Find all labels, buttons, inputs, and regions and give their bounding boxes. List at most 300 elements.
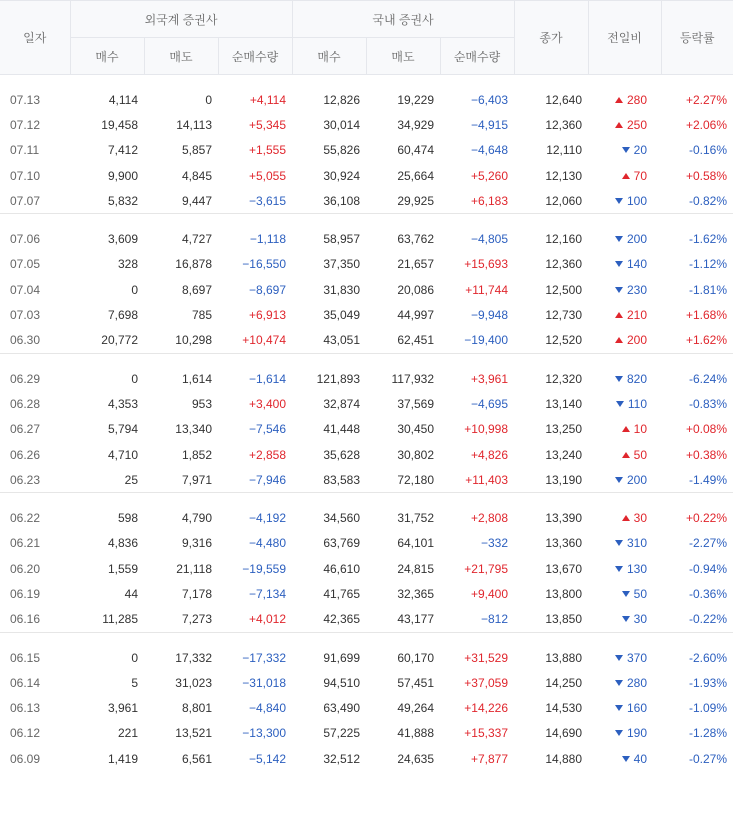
- cell-domestic-net: −4,695: [470, 396, 509, 411]
- cell-date: 06.12: [10, 726, 41, 741]
- cell-domestic-net: +9,400: [470, 586, 509, 601]
- triangle-down-icon: [615, 477, 623, 483]
- cell-domestic-sell: 117,932: [391, 371, 435, 386]
- cell-domestic-buy: 31,830: [323, 282, 361, 297]
- header-domestic-buy: 매수: [292, 38, 366, 75]
- triangle-up-icon: [615, 312, 623, 318]
- cell-foreign-net: −13,300: [242, 726, 287, 741]
- cell-foreign-buy: 1,419: [107, 751, 138, 766]
- group-separator: [0, 493, 733, 506]
- cell-foreign-sell: 785: [191, 308, 212, 323]
- cell-domestic-buy: 41,448: [323, 422, 361, 437]
- cell-domestic-buy: 34,560: [323, 511, 361, 526]
- cell-close: 12,320: [545, 371, 583, 386]
- table-row: [0, 531, 733, 556]
- cell-domestic-buy: 12,826: [323, 92, 361, 107]
- change-value: 280: [626, 92, 648, 107]
- cell-date: 07.11: [10, 143, 40, 158]
- group-separator: [0, 632, 733, 645]
- triangle-up-icon: [622, 515, 630, 521]
- cell-change: [588, 277, 661, 302]
- cell-date: 07.07: [10, 193, 41, 208]
- cell-close: 14,880: [545, 751, 583, 766]
- cell-foreign-net: −31,018: [242, 675, 287, 690]
- cell-domestic-buy: 35,628: [323, 447, 361, 462]
- triangle-down-icon: [615, 730, 623, 736]
- cell-domestic-net: +37,059: [464, 675, 509, 690]
- table-header: [0, 1, 733, 75]
- cell-close: 13,360: [545, 536, 583, 551]
- cell-rate: -0.16%: [688, 143, 728, 158]
- triangle-up-icon: [622, 426, 630, 432]
- cell-close: 13,670: [545, 561, 583, 576]
- change-value: 200: [626, 472, 648, 487]
- cell-foreign-sell: 7,178: [181, 586, 212, 601]
- change-value: 200: [626, 232, 648, 247]
- cell-foreign-net: −17,332: [242, 650, 287, 665]
- cell-change: [588, 696, 661, 721]
- cell-domestic-buy: 63,769: [323, 536, 361, 551]
- cell-foreign-buy: 0: [131, 282, 138, 297]
- cell-foreign-net: −3,615: [248, 193, 287, 208]
- triangle-down-icon: [615, 680, 623, 686]
- cell-foreign-buy: 7,412: [107, 143, 138, 158]
- cell-close: 13,190: [545, 472, 583, 487]
- cell-domestic-net: −9,948: [470, 308, 509, 323]
- change-value: 250: [626, 117, 648, 132]
- cell-domestic-buy: 30,924: [323, 168, 361, 183]
- cell-date: 07.12: [10, 117, 41, 132]
- cell-date: 07.13: [10, 92, 41, 107]
- cell-foreign-sell: 7,971: [181, 472, 212, 487]
- cell-foreign-sell: 5,857: [181, 143, 212, 158]
- cell-foreign-net: +10,474: [242, 333, 287, 348]
- cell-rate: +2.06%: [685, 117, 728, 132]
- cell-domestic-sell: 30,802: [397, 447, 435, 462]
- cell-change: [588, 188, 661, 214]
- cell-domestic-sell: 44,997: [397, 308, 435, 323]
- cell-domestic-sell: 43,177: [397, 612, 435, 627]
- cell-rate: -1.93%: [688, 675, 728, 690]
- triangle-down-icon: [622, 147, 630, 153]
- separator-cell: [0, 214, 733, 227]
- change-value: 50: [633, 586, 648, 601]
- cell-close: 14,690: [545, 726, 583, 741]
- cell-close: 14,530: [545, 701, 583, 716]
- table-row: [0, 670, 733, 695]
- cell-foreign-sell: 8,801: [181, 701, 212, 716]
- change-value: 310: [626, 536, 648, 551]
- cell-foreign-buy: 221: [117, 726, 138, 741]
- header-domestic-sell: 매도: [366, 38, 440, 75]
- cell-date: 06.28: [10, 396, 41, 411]
- cell-domestic-net: −6,403: [470, 92, 509, 107]
- separator-cell: [0, 75, 733, 88]
- cell-change: [588, 112, 661, 137]
- cell-foreign-buy: 598: [117, 511, 138, 526]
- cell-change: [588, 531, 661, 556]
- table-row: [0, 188, 733, 214]
- cell-foreign-buy: 44: [124, 586, 138, 601]
- cell-domestic-net: +5,260: [470, 168, 509, 183]
- change-value: 110: [627, 396, 648, 411]
- cell-rate: -2.60%: [688, 650, 728, 665]
- cell-foreign-net: −16,550: [242, 257, 287, 272]
- table-row: [0, 328, 733, 354]
- table-row: [0, 87, 733, 112]
- cell-change: [588, 556, 661, 581]
- cell-foreign-net: −7,546: [248, 422, 287, 437]
- triangle-down-icon: [622, 591, 630, 597]
- cell-rate: -0.83%: [688, 396, 728, 411]
- triangle-up-icon: [615, 97, 623, 103]
- cell-change: [588, 607, 661, 633]
- table-row: [0, 302, 733, 327]
- cell-date: 07.10: [10, 168, 41, 183]
- cell-date: 06.20: [10, 561, 41, 576]
- cell-rate: -0.82%: [688, 193, 728, 208]
- cell-domestic-net: −19,400: [464, 333, 509, 348]
- cell-domestic-sell: 41,888: [397, 726, 435, 741]
- cell-foreign-sell: 17,332: [175, 650, 212, 665]
- cell-foreign-net: −4,840: [248, 701, 287, 716]
- triangle-up-icon: [615, 337, 623, 343]
- cell-rate: -1.28%: [688, 726, 728, 741]
- change-value: 210: [626, 308, 648, 323]
- cell-foreign-sell: 9,447: [181, 193, 212, 208]
- triangle-up-icon: [622, 452, 630, 458]
- change-value: 20: [633, 143, 648, 158]
- cell-close: 13,880: [545, 650, 583, 665]
- cell-date: 06.30: [10, 333, 41, 348]
- cell-domestic-net: +21,795: [464, 561, 509, 576]
- table-row: [0, 467, 733, 493]
- table-row: [0, 645, 733, 670]
- header-close: 종가: [514, 1, 588, 75]
- triangle-down-icon: [615, 655, 623, 661]
- cell-rate: +0.22%: [685, 511, 728, 526]
- cell-close: 13,140: [545, 396, 583, 411]
- table-row: [0, 277, 733, 302]
- table-row: [0, 607, 733, 633]
- triangle-down-icon: [615, 236, 623, 242]
- cell-foreign-buy: 5,832: [107, 193, 138, 208]
- cell-foreign-buy: 4,836: [107, 536, 138, 551]
- cell-foreign-sell: 1,614: [181, 371, 212, 386]
- cell-close: 12,360: [545, 257, 583, 272]
- cell-foreign-net: +5,345: [248, 117, 287, 132]
- cell-foreign-net: +4,012: [248, 612, 287, 627]
- cell-rate: -1.49%: [688, 472, 728, 487]
- table-row: [0, 138, 733, 163]
- separator-cell: [0, 353, 733, 366]
- cell-domestic-sell: 29,925: [397, 193, 435, 208]
- cell-domestic-buy: 32,874: [323, 396, 361, 411]
- cell-foreign-net: −5,142: [248, 751, 287, 766]
- cell-domestic-net: +2,808: [470, 511, 509, 526]
- cell-foreign-sell: 21,118: [176, 561, 212, 576]
- cell-domestic-buy: 91,699: [323, 650, 361, 665]
- cell-change: [588, 467, 661, 493]
- cell-domestic-buy: 35,049: [323, 308, 361, 323]
- cell-domestic-sell: 62,451: [397, 333, 435, 348]
- cell-foreign-net: −4,192: [248, 511, 287, 526]
- change-value: 280: [626, 675, 648, 690]
- cell-rate: -6.24%: [688, 371, 728, 386]
- cell-foreign-buy: 5: [131, 675, 138, 690]
- cell-rate: -0.22%: [688, 612, 728, 627]
- cell-domestic-sell: 49,264: [397, 701, 435, 716]
- cell-change: [588, 138, 661, 163]
- cell-change: [588, 226, 661, 251]
- change-value: 30: [633, 612, 648, 627]
- cell-domestic-buy: 57,225: [323, 726, 361, 741]
- cell-change: [588, 670, 661, 695]
- header-date: 일자: [0, 1, 70, 75]
- cell-foreign-buy: 25: [124, 472, 138, 487]
- cell-domestic-net: −4,915: [470, 117, 509, 132]
- group-separator: [0, 353, 733, 366]
- table-row: [0, 746, 733, 771]
- cell-close: 12,110: [546, 143, 583, 158]
- cell-foreign-buy: 9,900: [107, 168, 138, 183]
- cell-domestic-buy: 42,365: [323, 612, 361, 627]
- cell-date: 06.26: [10, 447, 41, 462]
- cell-change: [588, 252, 661, 277]
- triangle-down-icon: [622, 616, 630, 622]
- cell-rate: -0.27%: [688, 751, 728, 766]
- cell-foreign-buy: 11,285: [102, 612, 138, 627]
- header-domestic-brokers: 국내 증권사: [292, 1, 514, 38]
- cell-domestic-sell: 30,450: [397, 422, 435, 437]
- cell-date: 06.27: [10, 422, 41, 437]
- triangle-down-icon: [615, 287, 623, 293]
- cell-foreign-buy: 3,609: [107, 232, 138, 247]
- cell-foreign-sell: 14,113: [176, 117, 212, 132]
- cell-date: 06.15: [10, 650, 41, 665]
- cell-close: 12,500: [545, 282, 583, 297]
- cell-domestic-sell: 63,762: [397, 232, 435, 247]
- cell-foreign-net: +3,400: [248, 396, 287, 411]
- change-value: 370: [626, 650, 648, 665]
- change-value: 100: [626, 193, 648, 208]
- table-row: [0, 696, 733, 721]
- table-row: [0, 366, 733, 391]
- cell-foreign-net: −7,134: [248, 586, 287, 601]
- cell-rate: +1.68%: [685, 308, 728, 323]
- table-row: [0, 442, 733, 467]
- cell-rate: +2.27%: [685, 92, 728, 107]
- cell-foreign-buy: 1,559: [107, 561, 138, 576]
- triangle-down-icon: [615, 198, 623, 204]
- change-value: 140: [626, 257, 648, 272]
- cell-foreign-net: +6,913: [248, 308, 287, 323]
- cell-date: 07.05: [10, 257, 41, 272]
- cell-domestic-buy: 43,051: [323, 333, 361, 348]
- triangle-down-icon: [615, 705, 623, 711]
- cell-change: [588, 163, 661, 188]
- cell-foreign-sell: 4,845: [181, 168, 212, 183]
- cell-foreign-sell: 31,023: [175, 675, 212, 690]
- cell-rate: -0.36%: [688, 586, 728, 601]
- table-row: [0, 721, 733, 746]
- triangle-down-icon: [615, 261, 623, 267]
- cell-change: [588, 581, 661, 606]
- cell-foreign-buy: 4,114: [108, 92, 138, 107]
- cell-rate: +0.38%: [685, 447, 728, 462]
- cell-foreign-net: −19,559: [242, 561, 287, 576]
- cell-domestic-net: +15,337: [464, 726, 509, 741]
- cell-rate: -0.94%: [688, 561, 728, 576]
- cell-foreign-net: −4,480: [248, 536, 287, 551]
- separator-cell: [0, 493, 733, 506]
- cell-domestic-sell: 34,929: [397, 117, 435, 132]
- cell-rate: +0.58%: [685, 168, 728, 183]
- cell-foreign-buy: 20,772: [101, 333, 138, 348]
- cell-change: [588, 366, 661, 391]
- cell-date: 06.19: [10, 586, 41, 601]
- cell-domestic-buy: 30,014: [323, 117, 361, 132]
- cell-change: [588, 302, 661, 327]
- cell-foreign-buy: 3,961: [107, 701, 138, 716]
- cell-change: [588, 505, 661, 530]
- header-foreign-buy: 매수: [70, 38, 144, 75]
- cell-foreign-sell: 6,561: [181, 751, 212, 766]
- cell-rate: -1.81%: [688, 282, 728, 297]
- change-value: 190: [626, 726, 648, 741]
- cell-close: 13,390: [545, 511, 583, 526]
- header-rate: 등락률: [661, 1, 733, 75]
- cell-foreign-sell: 13,521: [175, 726, 212, 741]
- cell-date: 06.22: [10, 511, 41, 526]
- header-domestic-net: 순매수량: [440, 38, 514, 75]
- cell-foreign-buy: 7,698: [107, 308, 138, 323]
- cell-foreign-sell: 8,697: [181, 282, 212, 297]
- table-row: [0, 505, 733, 530]
- change-value: 70: [633, 168, 648, 183]
- cell-foreign-sell: 7,273: [181, 612, 212, 627]
- change-value: 30: [633, 511, 648, 526]
- cell-domestic-net: +3,961: [470, 371, 509, 386]
- change-value: 820: [626, 371, 648, 386]
- cell-date: 06.13: [10, 701, 41, 716]
- cell-close: 12,060: [545, 193, 583, 208]
- triangle-down-icon: [615, 566, 623, 572]
- table-row: [0, 252, 733, 277]
- cell-domestic-sell: 20,086: [397, 282, 435, 297]
- change-value: 10: [633, 422, 648, 437]
- header-change: 전일비: [588, 1, 661, 75]
- cell-rate: -1.12%: [688, 257, 728, 272]
- cell-rate: -1.62%: [688, 232, 728, 247]
- cell-close: 14,250: [545, 675, 583, 690]
- cell-date: 06.09: [10, 751, 41, 766]
- cell-domestic-sell: 72,180: [397, 472, 435, 487]
- cell-domestic-buy: 37,350: [323, 257, 361, 272]
- cell-rate: -1.09%: [688, 701, 728, 716]
- header-foreign-net: 순매수량: [218, 38, 292, 75]
- cell-change: [588, 746, 661, 771]
- change-value: 50: [633, 447, 648, 462]
- cell-foreign-net: −8,697: [248, 282, 287, 297]
- table-row: [0, 391, 733, 416]
- cell-domestic-buy: 58,957: [323, 232, 361, 247]
- cell-change: [588, 645, 661, 670]
- cell-domestic-buy: 63,490: [323, 701, 361, 716]
- header-foreign-sell: 매도: [144, 38, 218, 75]
- cell-domestic-sell: 21,657: [397, 257, 435, 272]
- cell-domestic-net: +14,226: [464, 701, 509, 716]
- cell-foreign-net: +5,055: [248, 168, 287, 183]
- triangle-down-icon: [615, 376, 623, 382]
- cell-foreign-net: +2,858: [248, 447, 287, 462]
- triangle-up-icon: [615, 122, 623, 128]
- cell-foreign-net: +1,555: [248, 143, 287, 158]
- cell-domestic-buy: 46,610: [323, 561, 361, 576]
- cell-date: 06.14: [10, 675, 41, 690]
- cell-foreign-sell: 1,852: [181, 447, 212, 462]
- cell-foreign-buy: 0: [131, 650, 138, 665]
- cell-domestic-sell: 19,229: [397, 92, 435, 107]
- cell-foreign-net: −1,614: [248, 371, 287, 386]
- table-row: [0, 417, 733, 442]
- cell-close: 13,800: [545, 586, 583, 601]
- cell-date: 06.21: [10, 536, 41, 551]
- cell-domestic-net: +11,744: [465, 282, 509, 297]
- cell-foreign-buy: 19,458: [101, 117, 138, 132]
- cell-change: [588, 391, 661, 416]
- cell-domestic-net: −4,805: [470, 232, 509, 247]
- change-value: 160: [626, 701, 648, 716]
- cell-domestic-sell: 25,664: [397, 168, 435, 183]
- cell-foreign-sell: 16,878: [175, 257, 212, 272]
- cell-domestic-net: +15,693: [464, 257, 509, 272]
- cell-close: 13,240: [545, 447, 583, 462]
- cell-domestic-net: −332: [480, 536, 509, 551]
- cell-domestic-sell: 24,815: [397, 561, 435, 576]
- cell-domestic-buy: 121,893: [316, 371, 361, 386]
- cell-change: [588, 721, 661, 746]
- cell-rate: -2.27%: [688, 536, 728, 551]
- cell-date: 06.23: [10, 472, 41, 487]
- change-value: 130: [626, 561, 648, 576]
- cell-date: 06.16: [10, 612, 41, 627]
- change-value: 200: [626, 333, 648, 348]
- cell-domestic-sell: 24,635: [397, 751, 435, 766]
- cell-foreign-buy: 5,794: [107, 422, 138, 437]
- cell-date: 07.04: [10, 282, 41, 297]
- group-separator: [0, 75, 733, 88]
- cell-change: [588, 328, 661, 354]
- cell-foreign-sell: 13,340: [175, 422, 212, 437]
- cell-domestic-net: +4,826: [470, 447, 509, 462]
- cell-foreign-sell: 0: [205, 92, 212, 107]
- table-row: [0, 226, 733, 251]
- cell-domestic-sell: 37,569: [397, 396, 435, 411]
- cell-domestic-sell: 60,474: [397, 143, 435, 158]
- cell-foreign-net: −7,946: [248, 472, 287, 487]
- cell-change: [588, 417, 661, 442]
- cell-domestic-net: +31,529: [464, 650, 509, 665]
- cell-domestic-net: +11,403: [465, 472, 509, 487]
- cell-foreign-buy: 328: [117, 257, 138, 272]
- cell-domestic-net: +6,183: [470, 193, 509, 208]
- triangle-down-icon: [616, 401, 624, 407]
- cell-domestic-buy: 41,765: [323, 586, 361, 601]
- table-row: [0, 112, 733, 137]
- triangle-down-icon: [622, 756, 630, 762]
- cell-close: 12,730: [545, 308, 583, 323]
